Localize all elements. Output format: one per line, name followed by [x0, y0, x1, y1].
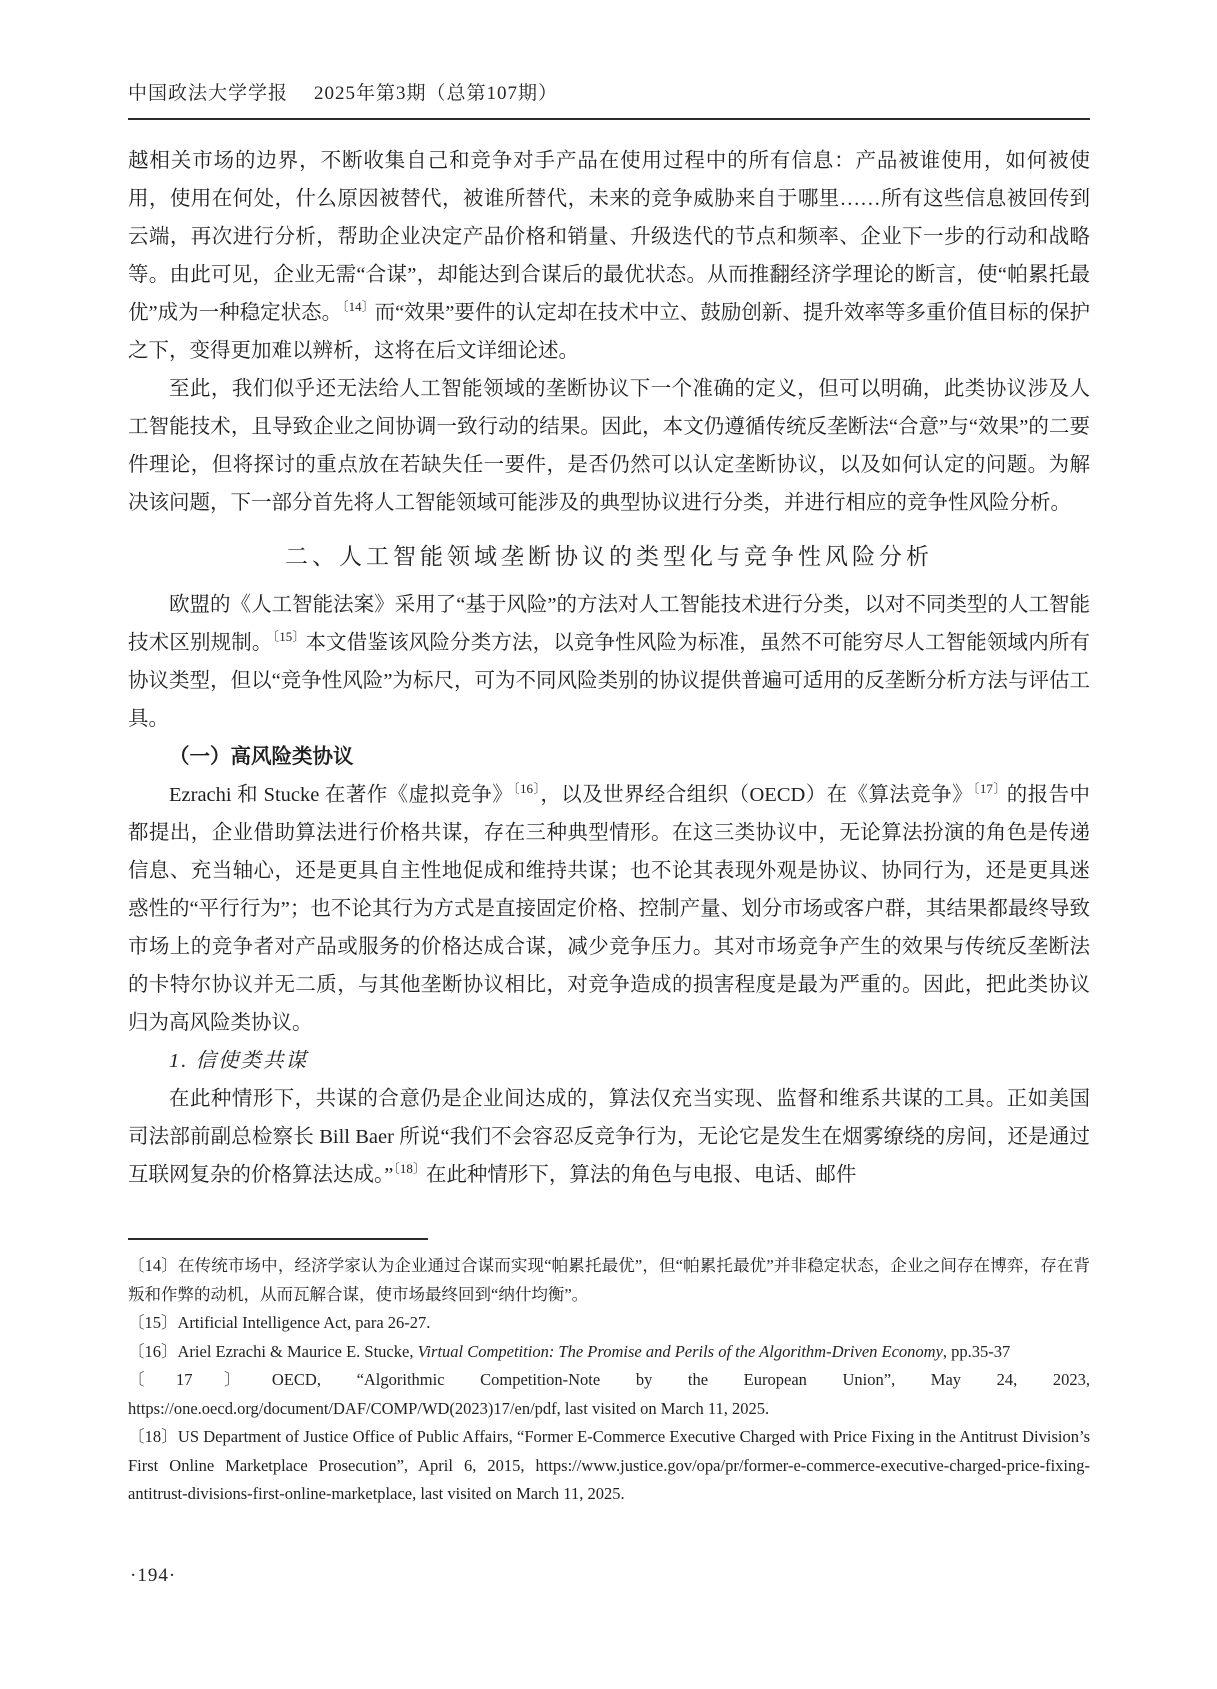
text-run: 〔18〕US Department of Justice Office of Public Affairs, “Former E-Commerce Executive Charged with Price Fixing in the Antitrust Division’s First Online Marketplace Prosecution”, April 6, 2015, https://www.justice.gov/opa/pr/former-e-commerce-executive-charged-price-fixing-antitrust-divisions-first-online-marketplace, last visited on March 11, 2025. [128, 1427, 1090, 1503]
text-run: 1. 信使类共谋 [169, 1050, 308, 1072]
text-run: 越相关市场的边界，不断收集自己和竞争对手产品在使用过程中的所有信息：产品被谁使用，如何被使用，使用在何处，什么原因被替代，被谁所替代，未来的竞争威胁来自于哪里……所有这些信息被回传到云端，再次进行分析，帮助企业决定产品价格和销量、升级迭代的节点和频率、企业下一步的行动和战略等。由此可见，企业无需“合谋”，却能达到合谋后的最优状态。从而推翻经济学理论的断言，使“帕累托最优”成为一种稳定状态。 [128, 150, 1090, 324]
footnote-marker: 〔18〕 [393, 1161, 426, 1177]
body-paragraph [128, 370, 1090, 522]
footnote-divider [128, 1238, 428, 1240]
page-header [128, 78, 1090, 120]
footnote-item [128, 1338, 1090, 1367]
text-run: 〔15〕Artificial Intelligence Act, para 26-27. [128, 1313, 431, 1332]
text-run: ，以及世界经合组织（OECD）在《算法竞争》 [540, 784, 974, 806]
article-body [128, 142, 1090, 1194]
text-run: Ezrachi 和 Stucke 在著作《虚拟竞争》 [169, 784, 514, 806]
footnote-item [128, 1252, 1090, 1309]
footnote-item [128, 1423, 1090, 1509]
issue-info: 2025年第3期（总第107期） [314, 83, 559, 104]
text-run: 的报告中都提出，企业借助算法进行价格共谋，存在三种典型情形。在这三类协议中，无论算法扮演的角色是传递信息、充当轴心，还是更具自主性地促成和维持共谋；也不论其表现外观是协议、协同行为，还是更具迷惑性的“平行行为”；也不论其行为方式是直接固定价格、控制产量、划分市场或客户群，其结果都最终导致市场上的竞争者对产品或服务的价格达成合谋，减少竞争压力。其对市场竞争产生的效果与传统反垄断法的卡特尔协议并无二质，与其他垄断协议相比，对竞争造成的损害程度是最为严重的。因此，把此类协议归为高风险类协议。 [128, 784, 1091, 1034]
text-run: 至此，我们似乎还无法给人工智能领域的垄断协议下一个准确的定义，但可以明确，此类协议涉及人工智能技术，且导致企业之间协调一致行动的结果。因此，本文仍遵循传统反垄断法“合意”与“效果”的二要件理论，但将探讨的重点放在若缺失任一要件，是否仍然可以认定垄断协议，以及如何认定的问题。为解决该问题，下一部分首先将人工智能领域可能涉及的典型协议进行分类，并进行相应的竞争性风险分析。 [128, 378, 1090, 514]
text-run: 欧盟的《人工智能法案》采用了“基于风险”的方法对人工智能技术进行分类，以对不同类型的人工智能技术区别规制。 [128, 594, 1090, 654]
italic-title: Virtual Competition: The Promise and Perils of the Algorithm-Driven Economy [417, 1341, 943, 1361]
journal-title: 中国政法大学学报 [128, 83, 289, 104]
numbered-heading [128, 1042, 1090, 1080]
text-run: 而“效果”要件的认定却在技术中立、鼓励创新、提升效率等多重价值目标的保护之下，变得更加难以辨析，这将在后文详细论述。 [128, 302, 1090, 362]
footnote-marker: 〔17〕 [973, 781, 1007, 797]
footnote-marker: 〔16〕 [513, 781, 541, 797]
section-heading [128, 538, 1090, 576]
footnote-item [128, 1309, 1090, 1338]
footnote-area [128, 1238, 1090, 1509]
footnote-list [128, 1252, 1090, 1509]
body-paragraph [128, 1080, 1090, 1194]
text-run: 本文借鉴该风险分类方法，以竞争性风险为标准，虽然不可能穷尽人工智能领域内所有协议类型，但以“竞争性风险”为标尺，可为不同风险类别的协议提供普遍可适用的反垄断分析方法与评估工具。 [128, 632, 1090, 730]
page-number: ·194· [130, 1565, 177, 1586]
text-run: 〔17〕OECD, “Algorithmic Competition-Note by the European Union”, May 24, 2023, https://one.oecd.org/document/DAF/COMP/WD(2023)17/en/pdf, last visited on March 11, 2025. [128, 1370, 1090, 1418]
body-paragraph [128, 142, 1090, 370]
body-paragraph [128, 776, 1090, 1042]
body-paragraph [128, 586, 1090, 738]
text-run: 〔16〕Ariel Ezrachi & Maurice E. Stucke, [128, 1341, 418, 1361]
text-run: 在此种情形下，算法的角色与电报、电话、邮件 [425, 1164, 857, 1186]
text-run: 〔14〕在传统市场中，经济学家认为企业通过合谋而实现“帕累托最优”，但“帕累托最优”并非稳定状态，企业之间存在博弈，存在背叛和作弊的动机，从而瓦解合谋，使市场最终回到“纳什均衡”。 [128, 1256, 1090, 1304]
text-run: 二、人工智能领域垄断协议的类型化与竞争性风险分析 [285, 544, 933, 569]
text-run: 在此种情形下，共谋的合意仍是企业间达成的，算法仅充当实现、监督和维系共谋的工具。正如美国司法部前副总检察长 Bill Baer 所说“我们不会容忍反竞争行为，无论它是发生在烟雾缭绕的房间，还是通过互联网复杂的价格算法达成。” [128, 1088, 1090, 1186]
footnote-marker: 〔14〕 [342, 299, 375, 315]
text-run: , pp.35-37 [942, 1341, 1011, 1361]
footnote-marker: 〔15〕 [272, 629, 306, 645]
text-run: （一）高风险类协议 [169, 746, 354, 768]
footnote-item [128, 1366, 1090, 1423]
subsection-heading [128, 738, 1090, 776]
